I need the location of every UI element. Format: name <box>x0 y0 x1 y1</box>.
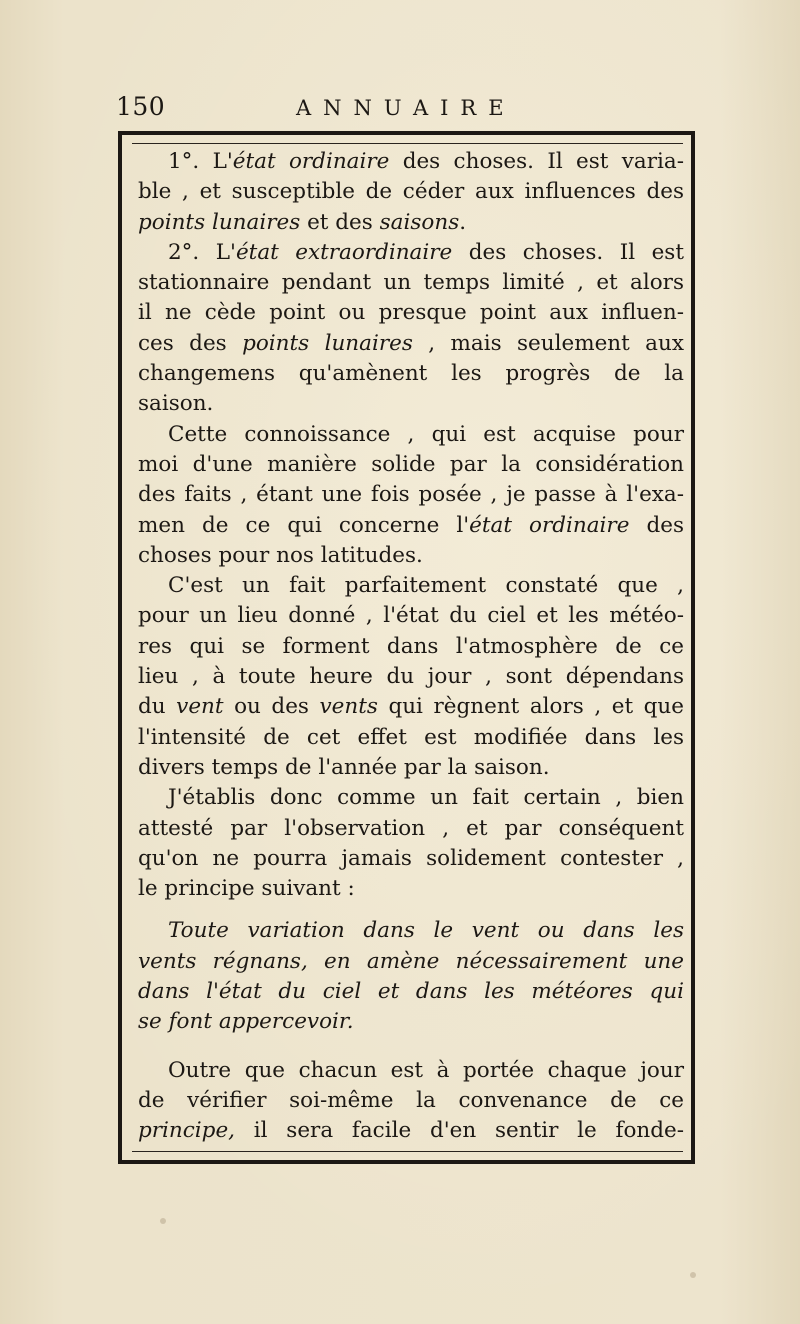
text-line: 2°. L'état extraordinaire des choses. Il est <box>168 239 684 265</box>
text-line: attesté par l'observation , et par conséquent <box>138 815 684 841</box>
principle-line: se font appercevoir. <box>138 1009 354 1035</box>
text-line: Cette connoissance , qui est acquise pour <box>168 421 684 447</box>
text-line: divers temps de l'année par la saison. <box>138 754 550 780</box>
running-title: ANNUAIRE <box>296 96 516 120</box>
text-line: lieu , à toute heure du jour , sont dépendans <box>138 664 684 690</box>
text-line: l'intensité de cet effet est modifiée dans les <box>138 724 684 750</box>
principle-line: dans l'état du ciel et dans les météores qui <box>138 979 684 1005</box>
text-line: J'établis donc comme un fait certain , bien <box>168 785 684 811</box>
text-line: qu'on ne pourra jamais solidement contester , <box>138 845 684 871</box>
text-line: de vérifier soi-même la convenance de ce <box>138 1087 684 1113</box>
text-line: ble , et susceptible de céder aux influences des <box>138 179 684 205</box>
text-line: ces des points lunaires , mais seulement aux <box>138 330 684 356</box>
page-number: 150 <box>116 92 166 121</box>
text-line: Outre que chacun est à portée chaque jour <box>168 1057 684 1083</box>
text-line: C'est un fait parfaitement constaté que , <box>168 573 684 599</box>
text-line: il ne cède point ou presque point aux influen- <box>138 300 684 326</box>
text-line: res qui se forment dans l'atmosphère de ce <box>138 633 684 659</box>
text-line: 1°. L'état ordinaire des choses. Il est varia- <box>168 149 684 174</box>
text-line: pour un lieu donné , l'état du ciel et les météo- <box>138 603 684 629</box>
spacer <box>138 1038 684 1056</box>
principle-line: Toute variation dans le vent ou dans les <box>168 918 684 944</box>
text-line: points lunaires et des saisons. <box>138 209 467 235</box>
text-line: changemens qu'amènent les progrès de la <box>138 361 684 387</box>
paper-stain <box>160 1218 166 1224</box>
spacer <box>138 904 684 916</box>
text-line: stationnaire pendant un temps limité , et alors <box>138 270 684 296</box>
page-header <box>116 92 696 126</box>
principle-line: vents régnans, en amène nécessairement une <box>138 948 684 974</box>
text-line: du vent ou des vents qui règnent alors , et que <box>138 694 684 720</box>
text-line: choses pour nos latitudes. <box>138 542 423 568</box>
text-line: le principe suivant : <box>138 876 355 902</box>
text-line: des faits , étant une fois posée , je passe à l'exa- <box>138 482 684 508</box>
text-line: moi d'une manière solide par la considération <box>138 451 684 477</box>
text-line: saison. <box>138 391 214 417</box>
page-text <box>138 147 684 1147</box>
text-line: principe, il sera facile d'en sentir le fonde- <box>138 1118 684 1144</box>
paper-stain <box>690 1272 696 1278</box>
text-line: men de ce qui concerne l'état ordinaire des <box>138 512 685 538</box>
